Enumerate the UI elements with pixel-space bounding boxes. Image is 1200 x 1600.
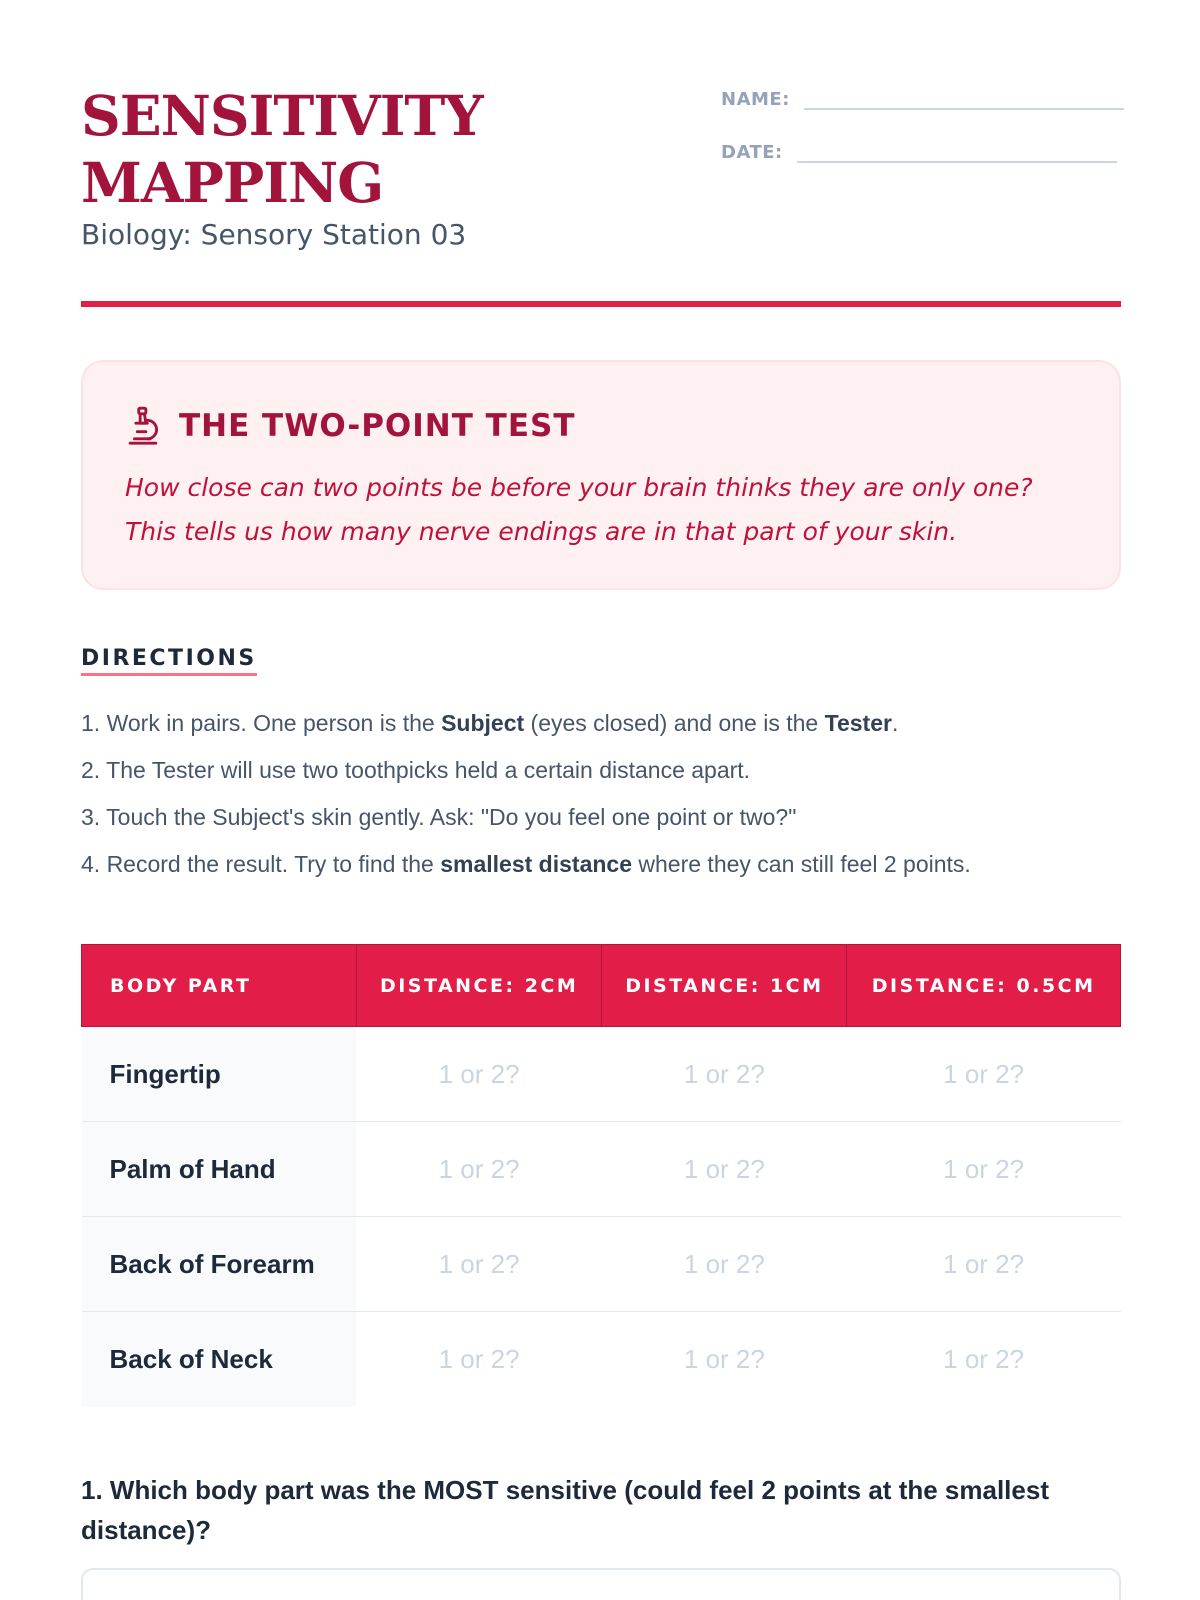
result-cell[interactable]: 1 or 2? (683, 1343, 765, 1374)
worksheet-header (81, 0, 1121, 308)
table-header-row (82, 945, 1121, 1027)
title-line-1: SENSITIVITY (81, 83, 483, 148)
info-callout-text (125, 466, 1085, 554)
table-row (82, 1312, 1121, 1407)
question-1: 1. Which body part was the MOST sensitive (could feel 2 points at the smallest distance)? (81, 1475, 1049, 1545)
name-input-line[interactable] (804, 88, 1124, 110)
result-cell[interactable]: 1 or 2? (356, 1027, 602, 1122)
answer-box[interactable] (81, 1568, 1121, 1600)
page-title (81, 82, 483, 216)
direction-item: 3. Touch the Subject's skin gently. Ask: "Do you feel one point or two?" (81, 804, 797, 830)
result-cell[interactable]: 1 or 2? (847, 1027, 1121, 1122)
microscope-icon (125, 406, 161, 446)
result-cell[interactable]: 1 or 2? (847, 1122, 1121, 1217)
header-divider (81, 301, 1121, 307)
worksheet-page (81, 0, 1121, 1545)
date-label: DATE: (721, 142, 783, 163)
result-cell[interactable]: 1 or 2? (602, 1027, 847, 1122)
body-part-cell: Back of Neck (82, 1312, 357, 1407)
result-cell[interactable]: 1 or 2? (602, 1217, 847, 1312)
body-part-cell: Palm of Hand (82, 1122, 357, 1217)
results-table (81, 944, 1121, 1407)
column-header-1cm: DISTANCE: 1CM (602, 945, 847, 1027)
info-callout (81, 360, 1121, 590)
title-line-2: MAPPING (81, 150, 384, 215)
name-label: NAME: (721, 89, 790, 110)
date-field[interactable] (721, 141, 1117, 163)
body-part-cell: Fingertip (82, 1027, 357, 1122)
info-line-2: This tells us how many nerve endings are in that part of your skin. (125, 517, 958, 546)
result-cell[interactable]: 1 or 2? (602, 1122, 847, 1217)
result-cell[interactable]: 1 or 2? (356, 1122, 602, 1217)
direction-item: 1. Work in pairs. One person is the Subject (eyes closed) and one is the Tester. (81, 710, 899, 736)
directions-list (81, 700, 1121, 888)
info-line-1: How close can two points be before your brain thinks they are only one? (125, 473, 1033, 502)
direction-item: 4. Record the result. Try to find the smallest distance where they can still feel 2 points. (81, 851, 971, 877)
column-header-2cm: DISTANCE: 2CM (356, 945, 602, 1027)
info-callout-header (125, 406, 575, 446)
result-cell[interactable]: 1 or 2? (943, 1343, 1025, 1374)
body-part-cell: Back of Forearm (82, 1217, 357, 1312)
info-callout-title: THE TWO-POINT TEST (179, 408, 576, 444)
name-field[interactable] (721, 88, 1124, 110)
column-header-0-5cm: DISTANCE: 0.5CM (847, 945, 1121, 1027)
page-subtitle: Biology: Sensory Station 03 (81, 218, 467, 251)
table-row (82, 1122, 1121, 1217)
column-header-body-part: BODY PART (82, 945, 357, 1027)
table-row (82, 1027, 1121, 1122)
directions-heading: DIRECTIONS (81, 646, 257, 676)
result-cell[interactable]: 1 or 2? (356, 1217, 602, 1312)
result-cell[interactable]: 1 or 2? (438, 1343, 520, 1374)
date-input-line[interactable] (797, 141, 1117, 163)
direction-item: 2. The Tester will use two toothpicks held a certain distance apart. (81, 757, 751, 783)
result-cell[interactable]: 1 or 2? (847, 1217, 1121, 1312)
table-row (82, 1217, 1121, 1312)
